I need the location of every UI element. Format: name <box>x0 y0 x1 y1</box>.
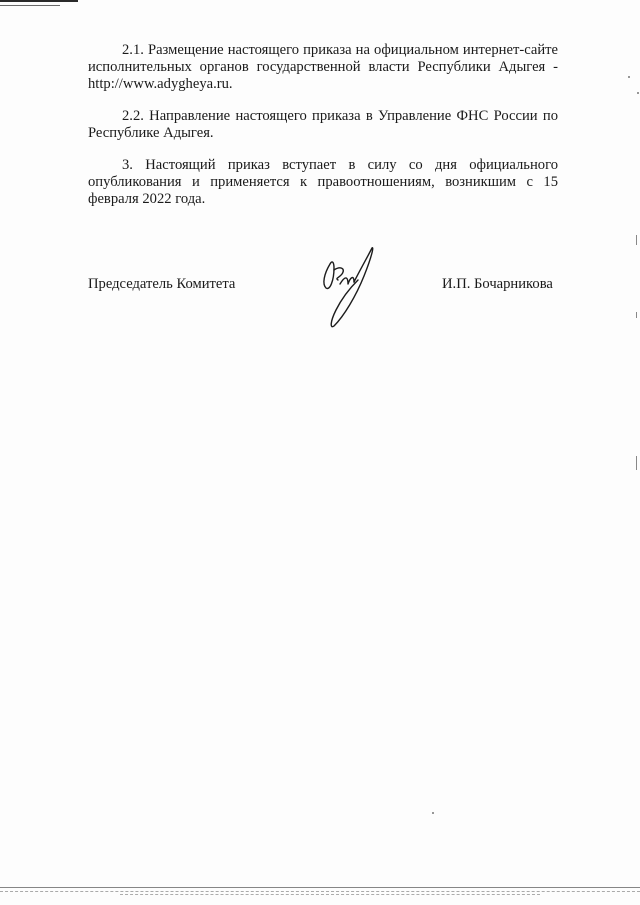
signer-name: И.П. Бочарникова <box>442 276 553 292</box>
scan-edge-mark <box>636 235 637 245</box>
position-title: Председатель Комитета <box>88 276 236 292</box>
scan-artifact-top-line-2 <box>0 5 60 6</box>
paragraph-2-1: 2.1. Размещение настоящего приказа на официальном интернет-сайте исполнительных органов государственной власти Республики Адыгея - http://www.adygheya.ru. <box>88 42 558 93</box>
scan-artifact-bottom-line <box>0 887 640 892</box>
scan-speck <box>432 812 434 814</box>
handwritten-signature <box>318 244 382 330</box>
scan-edge-mark <box>636 312 637 318</box>
scan-speck <box>628 76 630 78</box>
scan-artifact-top-line <box>0 0 78 2</box>
paragraph-2-2: 2.2. Направление настоящего приказа в Управление ФНС России по Республике Адыгея. <box>88 108 558 142</box>
scan-edge-mark <box>636 456 637 470</box>
paragraph-3: 3. Настоящий приказ вступает в силу со дня официального опубликования и применяется к правоотношениям, возникшим с 15 февраля 2022 года. <box>88 157 558 208</box>
scan-artifact-bottom-line-2 <box>120 894 540 896</box>
scan-speck <box>637 92 639 94</box>
